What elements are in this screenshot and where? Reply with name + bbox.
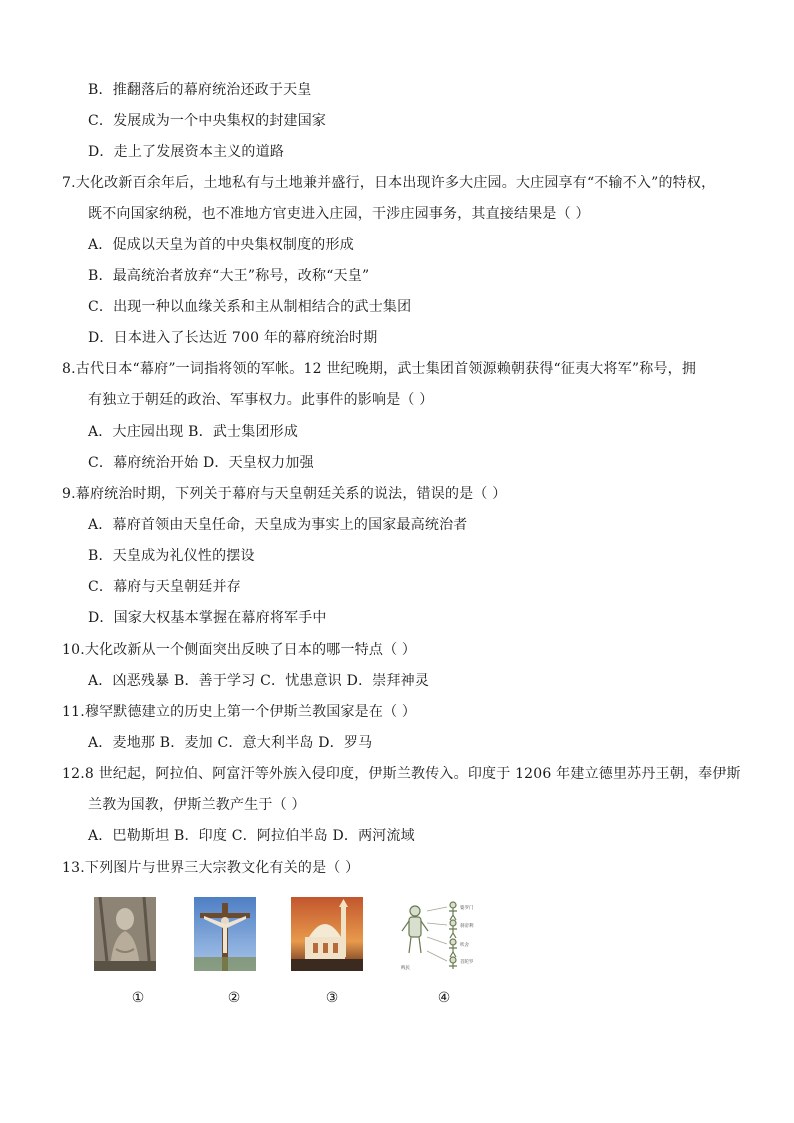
q6-option-d: D．走上了发展资本主义的道路 [88, 144, 285, 160]
diagram-label: 吠舍 [460, 943, 469, 948]
q6-option-b: B．推翻落后的幕府统治还政于天皇 [88, 82, 312, 98]
q7-stem-continued: 既不向国家纳税，也不准地方官吏进入庄园，干涉庄园事务，其直接结果是（ ） [88, 206, 590, 222]
picture-3-label: ③ [325, 990, 339, 1006]
q9-option-d: D．国家大权基本掌握在幕府将军手中 [88, 610, 327, 626]
q9-option-a: A．幕府首领由天皇任命，天皇成为事实上的国家最高统治者 [88, 517, 468, 533]
q8-stem: 8.古代日本“幕府”一词指将领的军帐。12 世纪晚期，武士集团首领源赖朝获得“征夷大将军”称号，拥 [62, 361, 697, 377]
mosque-photo [291, 897, 363, 971]
diagram-label: 刹帝利 [460, 924, 474, 929]
q13-pictures [0, 893, 794, 1013]
q10-options: A．凶恶残暴 B．善于学习 C．忧患意识 D．崇拜神灵 [88, 673, 430, 689]
picture-4-label: ④ [437, 990, 451, 1006]
q8-options-cd: C．幕府统治开始 D．天皇权力加强 [88, 455, 314, 471]
q11-options: A．麦地那 B．麦加 C．意大利半岛 D．罗马 [88, 735, 373, 751]
q10-stem: 10.大化改新从一个侧面突出反映了日本的哪一特点（ ） [62, 642, 417, 658]
q12-stem-continued: 兰教为国教，伊斯兰教产生于（ ） [88, 797, 306, 813]
picture-1-label: ① [131, 990, 145, 1006]
q11-stem: 11.穆罕默德建立的历史上第一个伊斯兰教国家是在（ ） [62, 704, 417, 720]
q7-option-d: D．日本进入了长达近 700 年的幕府统治时期 [88, 330, 378, 346]
picture-2-label: ② [227, 990, 241, 1006]
diagram-label: 贱民 [401, 966, 410, 971]
diagram-label: 婆罗门 [460, 906, 474, 911]
q7-option-a: A．促成以天皇为首的中央集权制度的形成 [88, 237, 354, 253]
q7-option-c: C．出现一种以血缘关系和主从制相结合的武士集团 [88, 299, 412, 315]
buddha-statue-photo [94, 897, 156, 971]
q8-stem-continued: 有独立于朝廷的政治、军事权力。此事件的影响是（ ） [88, 392, 434, 408]
q13-stem: 13.下列图片与世界三大宗教文化有关的是（ ） [62, 860, 360, 876]
q12-stem: 12.8 世纪起，阿拉伯、阿富汗等外族入侵印度，伊斯兰教传入。印度于 1206 年建立德里苏丹王朝，奉伊斯 [62, 766, 741, 782]
q9-option-c: C．幕府与天皇朝廷并存 [88, 579, 241, 595]
diagram-label: 首陀罗 [460, 960, 474, 965]
q7-stem: 7.大化改新百余年后，土地私有与土地兼并盛行，日本出现许多大庄园。大庄园享有“不输不入”的特权， [62, 175, 716, 191]
q9-stem: 9.幕府统治时期，下列关于幕府与天皇朝廷关系的说法，错误的是（ ） [62, 486, 507, 502]
q7-option-b: B．最高统治者放弃“大王”称号，改称“天皇” [88, 268, 370, 284]
q9-option-b: B．天皇成为礼仪性的摆设 [88, 548, 255, 564]
q12-options: A．巴勒斯坦 B．印度 C．阿拉伯半岛 D．两河流域 [88, 828, 415, 844]
crucifix-photo [194, 897, 256, 971]
q6-option-c: C．发展成为一个中央集权的封建国家 [88, 113, 327, 129]
q8-options-ab: A．大庄园出现 B．武士集团形成 [88, 424, 299, 440]
figures-diagram [397, 897, 481, 971]
